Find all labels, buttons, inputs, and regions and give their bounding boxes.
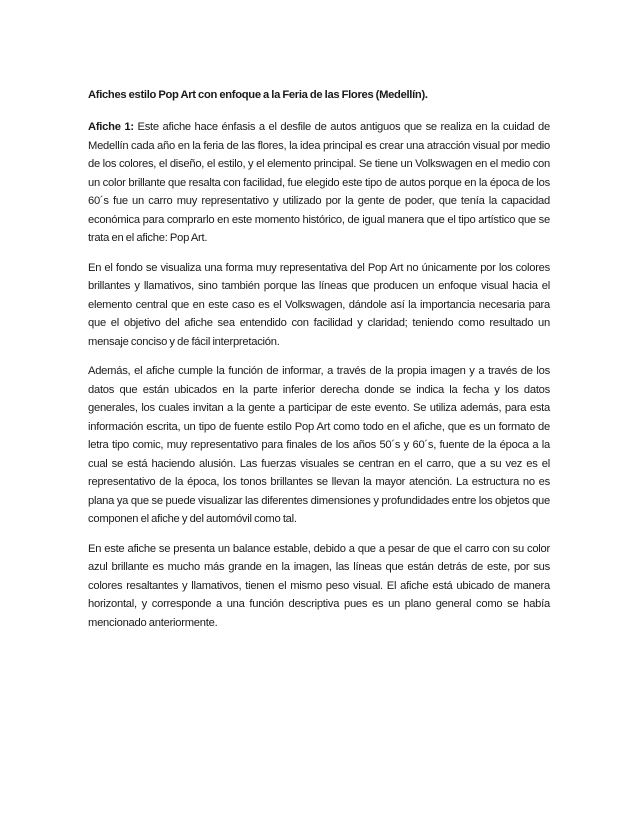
document-title: Afiches estilo Pop Art con enfoque a la Feria de las Flores (Medellín).: [88, 89, 428, 101]
document-body: [88, 86, 550, 632]
paragraph-label: Afiche 1:: [88, 121, 134, 133]
paragraph-balance: En este afiche se presenta un balance estable, debido a que a pesar de que el carro con su color azul brillante es mucho más grande en la imagen, las líneas que están detrás de este, por sus colores resaltantes y llamativos, tienen el mismo peso visual. El afiche está ubicado de manera horizontal, y corresponde a una función descriptiva pues es un plano general como se había mencionado anteriormente.: [88, 542, 550, 629]
paragraph-background: En el fondo se visualiza una forma muy representativa del Pop Art no únicamente por los colores brillantes y llamativos, sino también porque las líneas que producen un enfoque visual hacia el elemento central que en este caso es el Volkswagen, dándole así la importancia necesaria para que el objetivo del afiche sea entendido con facilidad y claridad; teniendo como resultado un mensaje conciso y de fácil interpretación.: [88, 261, 550, 348]
paragraph-information: Además, el afiche cumple la función de informar, a través de la propia imagen y a través de los datos que están ubicados en la parte inferior derecha donde se indica la fecha y los datos generales, los cuales invitan a la gente a participar de este evento. Se utiliza además, para esta información escrita, un tipo de fuente estilo Pop Art como todo en el afiche, que es un formato de letra tipo comic, muy representativo para finales de los años 50´s y 60´s, fuente de la época a la cual se está haciendo alusión. Las fuerzas visuales se centran en el carro, que a su vez es el representativo de la época, los tonos brillantes se llevan la mayor atención. La estructura no es plana ya que se puede visualizar las diferentes dimensiones y profundidades entre los objetos que componen el afiche y del automóvil como tal.: [88, 365, 550, 525]
paragraph-text: Este afiche hace énfasis a el desfile de autos antiguos que se realiza en la cuidad de Medellín cada año en la feria de las flores, la idea principal es crear una atracción visual por medio de los colores, el diseño, el estilo, y el elemento principal. Se tiene un Volkswagen en el medio con un color brillante que resalta con facilidad, fue elegido este tipo de autos porque en la época de los 60´s fue un carro muy representativo y utilizado por la gente de poder, que tenía la capacidad económica para comprarlo en este momento histórico, de igual manera que el tipo artístico que se trata en el afiche: Pop Art.: [88, 121, 550, 244]
paragraph-afiche-1: [88, 118, 550, 248]
